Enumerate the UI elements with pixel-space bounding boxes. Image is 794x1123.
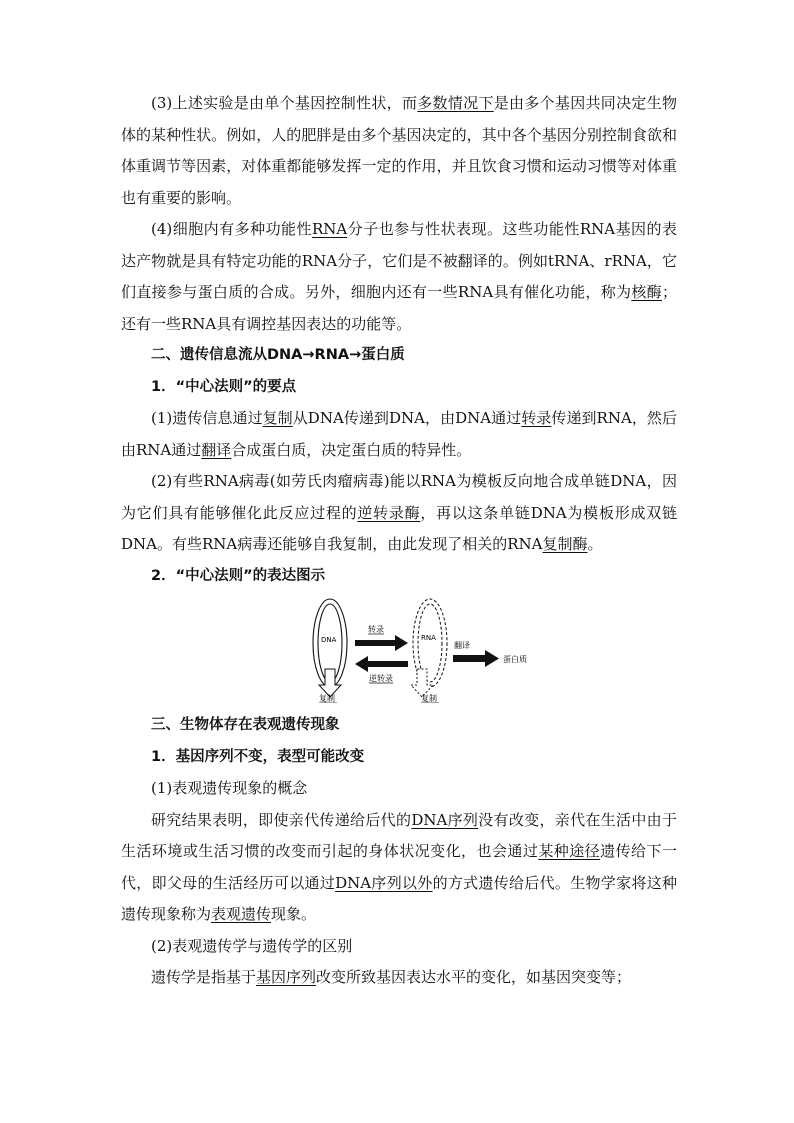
underlined-term: 基因序列 — [256, 968, 317, 986]
underlined-term: 某种途径 — [538, 842, 601, 860]
underlined-term: 核酶 — [631, 283, 662, 301]
paragraph-epigenetics — [121, 805, 677, 931]
underlined-term: 逆转录酶 — [357, 503, 421, 522]
underlined-term: 复制酶 — [542, 535, 588, 553]
text: (1)遗传信息通过 — [151, 409, 263, 427]
dna-label: DNA — [321, 636, 337, 644]
underlined-term: 多数情况下 — [417, 94, 494, 112]
underlined-term: 表观遗传 — [211, 905, 272, 923]
dna-replication-loop — [313, 599, 347, 697]
text: (3)上述实验是由单个基因控制性状，而 — [151, 94, 418, 112]
text: 传递到RNA，然后由RNA通过 — [121, 409, 677, 459]
rna-label: RNA — [421, 634, 436, 642]
diagram-svg — [121, 595, 677, 703]
underlined-term: DNA序列 — [411, 810, 479, 829]
underlined-term: 复制 — [262, 409, 293, 427]
paragraph-genetics — [121, 962, 677, 994]
text: 没有改变，亲代在生活中由于生活环境或生活习惯的改变而引起的身体状况变化，也会通过 — [121, 810, 677, 860]
transcription-label: 转录 — [368, 625, 384, 634]
text: 的方式遗传给后代。生物学家将这种遗传现象称为 — [121, 873, 677, 923]
text: 遗传学是指基于 — [151, 968, 257, 986]
paragraph-information-flow — [121, 403, 677, 466]
subheading-epigenetics-concept: (1)表观遗传现象的概念 — [151, 779, 308, 797]
text: 从DNA传递到DNA，由DNA通过 — [292, 409, 522, 427]
text: 改变所致基因表达水平的变化，如基因突变等； — [316, 968, 632, 986]
subheading-gene-sequence: 1．基因序列不变，表型可能改变 — [151, 748, 365, 765]
section-heading-2: 二、遗传信息流从DNA→RNA→蛋白质 — [151, 347, 405, 363]
paragraph-rna-virus — [121, 466, 677, 561]
paragraph-polygenic — [121, 88, 677, 214]
replication-label-right: 复制 — [421, 694, 437, 703]
rna-replication-loop — [411, 599, 447, 697]
replication-label-left: 复制 — [319, 694, 335, 703]
section-heading-3: 三、生物体存在表观遗传现象 — [151, 717, 340, 733]
text: 分子也参与性状表现。这些功能性RNA基因的表达产物就是具有特定功能的RNA分子，它们是不被翻译的。例如tRNA、rRNA，它们直接参与蛋白质的合成。另外，细胞内还有一些RNA具有催化功能，称为 — [121, 220, 677, 301]
central-dogma-diagram — [121, 595, 677, 703]
text: 是由多个基因共同决定生物体的某种性状。例如，人的肥胖是由多个基因决定的，其中各个基因分别控制食欲和体重调节等因素，对体重都能够发挥一定的作用，并且饮食习惯和运动习惯等对体重也有重要的影响。 — [121, 94, 677, 207]
paragraph-functional-rna — [121, 214, 677, 340]
text: 遗传给下一代，即父母的生活经历可以通过 — [121, 842, 677, 892]
text: 现象。 — [271, 905, 317, 923]
underlined-term: 翻译 — [201, 440, 232, 459]
subheading-difference: (2)表观遗传学与遗传学的区别 — [151, 936, 353, 955]
reverse-transcription-arrow — [355, 656, 408, 672]
protein-label: 蛋白质 — [503, 655, 527, 664]
text: (2)有些RNA病毒(如劳氏肉瘤病毒)能以RNA为模板反向地合成单链DNA，因为它们具有能够催化此反应过程的 — [121, 472, 677, 522]
underlined-term: DNA序列以外 — [335, 873, 433, 892]
content-body — [121, 88, 677, 994]
text: 。 — [587, 535, 603, 553]
subheading-central-dogma-diagram: 2．“中心法则”的表达图示 — [151, 567, 326, 584]
text: 研究结果表明，即使亲代传递给后代的 — [151, 810, 412, 829]
underlined-term: 转录 — [521, 409, 552, 427]
transcription-arrow — [355, 635, 408, 651]
text: (4)细胞内有多种功能性 — [151, 220, 312, 238]
subheading-central-dogma-points: 1．“中心法则”的要点 — [151, 378, 297, 395]
underlined-term: RNA — [312, 220, 348, 238]
text: 合成蛋白质，决定蛋白质的特异性。 — [231, 440, 472, 459]
translation-arrow — [453, 650, 499, 667]
translation-label: 翻译 — [454, 641, 470, 650]
text: ，再以这条单链DNA为模板形成双链DNA。有些RNA病毒还能够自我复制，由此发现了相关的RNA — [121, 503, 677, 553]
reverse-transcription-label: 逆转录 — [369, 674, 393, 683]
text: ；还有一些RNA具有调控基因表达的功能等。 — [121, 283, 677, 333]
